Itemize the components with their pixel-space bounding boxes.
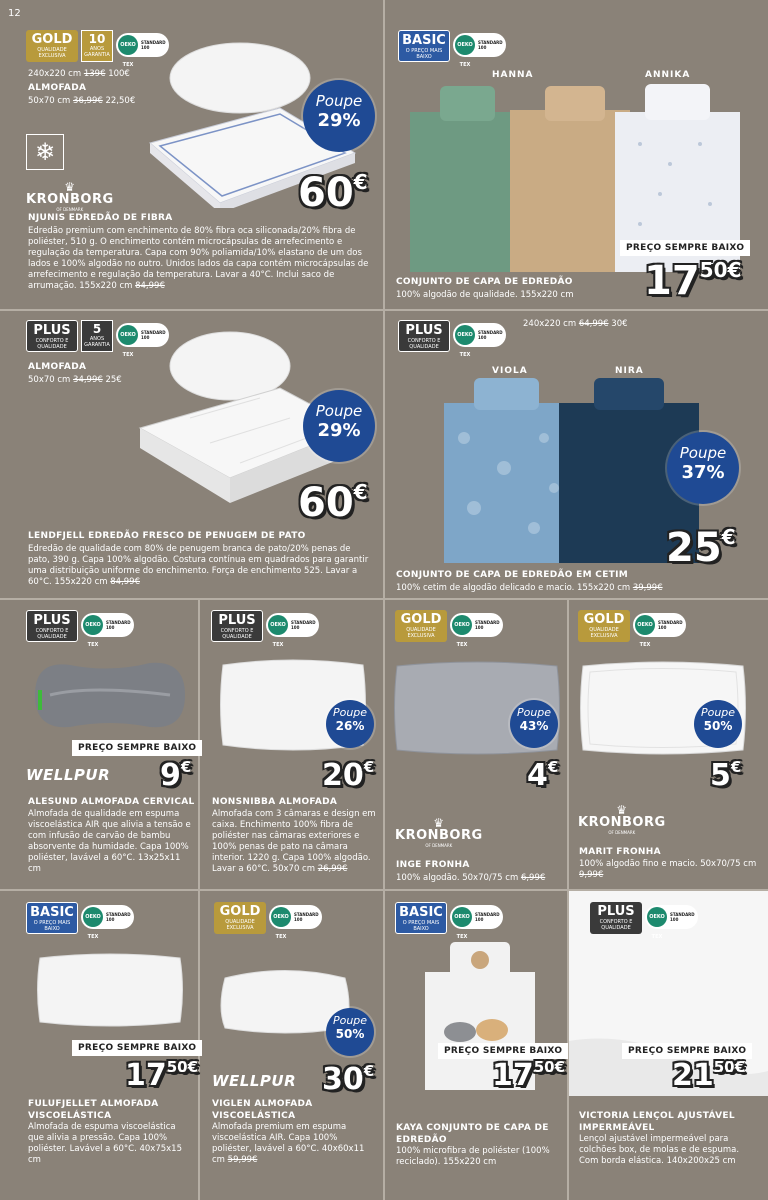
save-badge: Poupe 29% [303,390,375,462]
always-low-price-label: PREÇO SEMPRE BAIXO [622,1043,752,1059]
price-tag: $21^{50€}$ [672,1058,746,1093]
always-low-price-label: PREÇO SEMPRE BAIXO [620,240,750,256]
brand-logo: ♛ KRONBORG OF DENMARK [578,803,666,835]
duvet-cover-image [444,378,704,568]
oeko-tex-icon: OEKO TEX [455,325,475,345]
save-badge: Poupe 50% [326,1008,374,1056]
gold-badge: GOLD QUALIDADE EXCLUSIVA [214,902,266,934]
price-tag: 20€ [322,758,375,793]
pillow-price-line: 50x70 cm 36,99€ 22,50€ [28,96,136,106]
plus-badge: PLUS CONFORTO E QUALIDADE [590,902,642,934]
gold-badge: GOLD QUALIDADE EXCLUSIVA [578,610,630,642]
save-badge: Poupe 50% [694,700,742,748]
pillow-label: ALMOFADA [28,83,87,93]
quality-badge [211,610,319,648]
divider [198,600,200,1200]
product-description: Almofada com 3 câmaras e design em caixa. Enchimento 100% fibra de poliéster nas câmaras exteriores e 100% penas de pato na câmara interior. 1220 g. Capa 100% algodão. Lavar a 60°C. 50x70 cm 26,99€ [212,809,376,874]
price-tag: 60€ [298,170,368,216]
oeko-tex-badge: OEKO TEX STANDARD 100 [645,905,698,929]
pillow-label: ALMOFADA [28,362,87,372]
product-description: 100% algodão de qualidade. 155x220 cm [396,290,574,300]
product-title: ALESUND ALMOFADA CERVICAL [28,797,195,807]
gold-badge: GOLD QUALIDADE EXCLUSIVA [26,30,78,62]
save-badge: Poupe 37% [667,432,739,504]
product-title: KAYA CONJUNTO DE CAPA DE EDREDÃO [396,1123,549,1145]
product-title: CONJUNTO DE CAPA DE EDREDÃO EM CETIM [396,570,628,580]
size-price-line: 240x220 cm 64,99€ 30€ [523,319,628,329]
size-price-line: 240x220 cm 139€ 100€ [28,69,130,79]
product-description: 100% algodão fino e macio. 50x70/75 cm 9,99€ [579,859,757,880]
oeko-tex-icon: OEKO TEX [118,35,138,55]
always-low-price-label: PREÇO SEMPRE BAIXO [72,1040,202,1056]
guarantee-badge: 10 ANOS GARANTIA [81,30,113,62]
oeko-tex-icon: OEKO TEX [455,35,475,55]
oeko-tex-icon: OEKO TEX [83,907,103,927]
oeko-tex-badge: OEKO TEX STANDARD 100 [450,905,503,929]
quality-badge [398,30,506,68]
page-number: 12 [8,8,21,19]
price-tag: 5€ [710,758,742,793]
product-description: 100% cetim de algodão delicado e macio. 155x220 cm 39,99€ [396,583,663,593]
product-description: Almofada de qualidade em espuma viscoelástica AIR que alivia a tensão e com infusão de carvão de bambu absorvente da humidade. Capa 100% poliéster, lavável a 60°C. 13x25x11 cm [28,809,191,874]
brand-logo: WELLPUR [212,1072,297,1090]
product-title: NONSNIBBA ALMOFADA [212,797,338,807]
quality-badge [395,610,503,648]
crown-icon: ♛ [433,816,445,830]
price-tag: 30€ [322,1062,375,1097]
brand-logo: ♛ KRONBORG OF DENMARK [26,180,114,212]
product-description: 100% microfibra de poliéster (100% reciclado). 155x220 cm [396,1146,550,1167]
brand-logo: ♛ KRONBORG OF DENMARK [395,816,483,848]
product-description: 100% algodão. 50x70/75 cm 6,99€ [396,873,546,883]
plus-badge: PLUS CONFORTO E QUALIDADE [211,610,263,642]
oeko-tex-badge: OEKO TEX STANDARD 100 [116,323,169,347]
quality-badge [26,902,134,940]
variant-name: VIOLA [492,366,528,376]
plus-badge: PLUS CONFORTO E QUALIDADE [26,320,78,352]
quality-badge [590,902,698,940]
product-description: Almofada premium em espuma viscoelástica AIR. Capa 100% poliéster, lavável a 60°C. 40x60x11 cm 59,99€ [212,1122,365,1165]
product-title: CONJUNTO DE CAPA DE EDREDÃO [396,277,573,287]
oeko-tex-badge: OEKO TEX STANDARD 100 [453,33,506,57]
save-badge: Poupe 29% [303,80,375,152]
brand-logo: WELLPUR [26,766,111,784]
divider [383,0,385,1200]
product-title: FULUFJELLET ALMOFADA VISCOELÁSTICA [28,1099,159,1121]
plus-badge: PLUS CONFORTO E QUALIDADE [398,320,450,352]
pillow-price-line: 50x70 cm 34,99€ 25€ [28,375,122,385]
variant-name: ANNIKA [645,70,691,80]
oeko-tex-icon: OEKO TEX [452,615,472,635]
crown-icon: ♛ [64,180,76,194]
oeko-tex-badge: OEKO TEX STANDARD 100 [269,905,322,929]
basic-badge: BASIC O PREÇO MAIS BAIXO [395,902,447,934]
snowflake-icon: ❄ [26,134,64,170]
oeko-tex-icon: OEKO TEX [635,615,655,635]
quality-badge [398,320,506,358]
price-tag: $17^{50€}$ [125,1058,199,1093]
basic-badge: BASIC O PREÇO MAIS BAIXO [26,902,78,934]
divider [0,598,768,600]
quality-badge [26,610,134,648]
oeko-tex-icon: OEKO TEX [647,907,667,927]
basic-badge: BASIC O PREÇO MAIS BAIXO [398,30,450,62]
always-low-price-label: PREÇO SEMPRE BAIXO [438,1043,568,1059]
price-tag: $17^{50€}$ [492,1058,566,1093]
product-title: MARIT FRONHA [579,847,661,857]
product-title: VICTORIA LENÇOL AJUSTÁVEL IMPERMEÁVEL [579,1111,735,1133]
product-description: Edredão premium com enchimento de 80% fibra oca siliconada/20% fibra de poliéster, 510 g. O enchimento contém microcápsulas de arrefecimento e regulação da temperatura. Capa com 90% poliamida/10% elastano de um dos lados e 100% algodão no outro. Unidos lados da capa contém microcápsulas de arrefecimento e regulação da temperatura. Lavar a 40°C. Inclui saco de arrumação. 155x220 cm 84,99€ [28,226,369,291]
oeko-tex-icon: OEKO TEX [118,325,138,345]
save-badge: Poupe 26% [326,700,374,748]
price-tag: 60€ [298,480,368,526]
oeko-tex-badge: OEKO TEX STANDARD 100 [453,323,506,347]
oeko-tex-badge: OEKO TEX STANDARD 100 [116,33,169,57]
oeko-tex-badge: OEKO TEX STANDARD 100 [266,613,319,637]
price-tag: 25€ [666,525,736,571]
oeko-tex-badge: OEKO TEX STANDARD 100 [81,905,134,929]
product-title: VIGLEN ALMOFADA VISCOELÁSTICA [212,1099,313,1121]
oeko-tex-icon: OEKO TEX [268,615,288,635]
gold-badge: GOLD QUALIDADE EXCLUSIVA [395,610,447,642]
product-description: Edredão de qualidade com 80% de penugem branca de pato/20% penas de pato, 390 g. Capa 100% algodão. Costura contínua em quadrados para garantir uma distribuição uniforme do enchimento. Força de enchimento 525. Lavar a 60°C. 155x220 cm 84,99€ [28,544,369,587]
oeko-tex-badge: OEKO TEX STANDARD 100 [450,613,503,637]
plus-badge: PLUS CONFORTO E QUALIDADE [26,610,78,642]
oeko-tex-badge: OEKO TEX STANDARD 100 [81,613,134,637]
quality-badge [578,610,686,648]
variant-name: HANNA [492,70,534,80]
variant-name: NIRA [615,366,644,376]
crown-icon: ♛ [616,803,628,817]
oeko-tex-icon: OEKO TEX [271,907,291,927]
price-tag: 9€ [160,758,192,793]
pillow-image [30,655,190,735]
quality-badge [395,902,503,940]
always-low-price-label: PREÇO SEMPRE BAIXO [72,740,202,756]
product-title: INGE FRONHA [396,860,470,870]
save-badge: Poupe 43% [510,700,558,748]
price-tag: $17^{50€}$ [644,258,742,304]
product-title: LENDFJELL EDREDÃO FRESCO DE PENUGEM DE PATO [28,531,306,541]
pillow-image [35,950,185,1030]
price-tag: 4€ [527,758,559,793]
quality-badge [214,902,322,940]
oeko-tex-icon: OEKO TEX [83,615,103,635]
product-description: Lençol ajustável impermeável para colchões box, de molas e de espuma. Com borda elástica. 140x200x25 cm [579,1134,740,1166]
oeko-tex-badge: OEKO TEX STANDARD 100 [633,613,686,637]
divider [0,309,768,311]
product-description: Almofada de espuma viscoelástica que alivia a pressão. Capa 100% poliéster. Lavável a 60°C. 40x75x15 cm [28,1122,182,1165]
product-title: NJUNIS EDREDÃO DE FIBRA [28,213,173,223]
oeko-tex-icon: OEKO TEX [452,907,472,927]
guarantee-badge: 5 ANOS GARANTIA [81,320,113,352]
